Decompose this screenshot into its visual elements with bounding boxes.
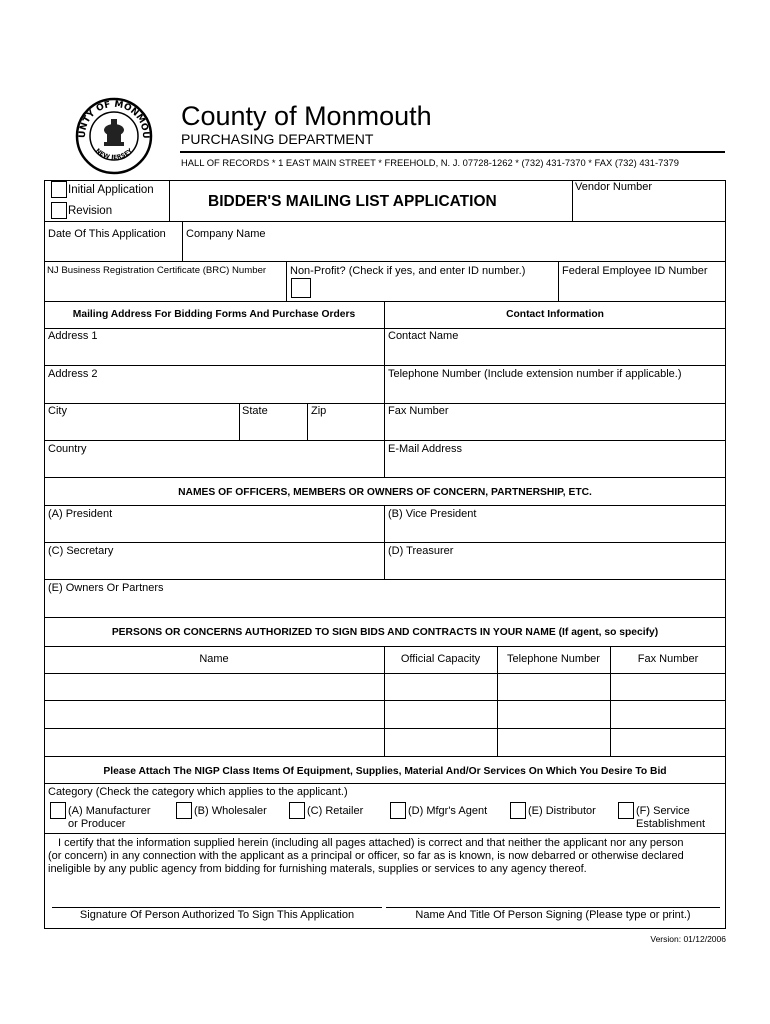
certify-line-2: (or concern) in any connection with the applicant as a principal or officer, so far as is known, is now debarred or otherwise declared	[48, 850, 684, 862]
certify-line-1: I certify that the information supplied herein (including all pages attached) is correct and that neither the applicant nor any person	[58, 837, 684, 849]
telephone-label: Telephone Number (Include extension number if applicable.)	[388, 368, 682, 380]
service-label-2: Establishment	[636, 818, 706, 830]
certify-line-3: ineligible by any public agency from bidding for furnishing materals, supplies or services to any agency thereof.	[48, 863, 587, 875]
state-label: State	[242, 405, 268, 417]
service-label: (F) Service	[636, 805, 690, 817]
email-label: E-Mail Address	[388, 443, 462, 455]
mfgrs-agent-label: (D) Mfgr's Agent	[408, 805, 488, 817]
col-name: Name	[199, 653, 229, 665]
nonprofit-checkbox[interactable]	[291, 278, 311, 298]
revision-checkbox[interactable]	[51, 202, 67, 219]
fax-label: Fax Number	[388, 405, 449, 417]
retailer-label: (C) Retailer	[307, 805, 364, 817]
name-title-label: Name And Title Of Person Signing (Please type or print.)	[415, 909, 691, 921]
initial-application-label: Initial Application	[68, 184, 154, 196]
officers-header: NAMES OF OFFICERS, MEMBERS OR OWNERS OF CONCERN, PARTNERSHIP, ETC.	[178, 487, 592, 498]
company-name-label: Company Name	[186, 228, 266, 240]
secretary-label: (C) Secretary	[48, 545, 114, 557]
distributor-label: (E) Distributor	[528, 805, 596, 817]
initial-application-checkbox[interactable]	[51, 181, 67, 198]
brc-label: NJ Business Registration Certificate (BRC) Number	[47, 265, 267, 276]
nigp-header: Please Attach The NIGP Class Items Of Equipment, Supplies, Material And/Or Services On Which You Desire To Bid	[103, 766, 667, 777]
manufacturer-checkbox[interactable]	[50, 802, 66, 819]
city-label: City	[48, 405, 67, 417]
fein-label: Federal Employee ID Number	[562, 265, 708, 277]
contact-info-header: Contact Information	[506, 309, 604, 320]
owners-label: (E) Owners Or Partners	[48, 582, 164, 594]
manufacturer-label: (A) Manufacturer	[68, 805, 151, 817]
date-field[interactable]	[45, 241, 181, 260]
mfgrs-agent-checkbox[interactable]	[390, 802, 406, 819]
department-name: PURCHASING DEPARTMENT	[181, 131, 374, 147]
nonprofit-label: Non-Profit? (Check if yes, and enter ID number.)	[290, 265, 526, 277]
wholesaler-checkbox[interactable]	[176, 802, 192, 819]
wholesaler-label: (B) Wholesaler	[194, 805, 267, 817]
zip-label: Zip	[311, 405, 327, 417]
retailer-checkbox[interactable]	[289, 802, 305, 819]
signature-field[interactable]	[52, 880, 382, 907]
col-fax: Fax Number	[637, 653, 699, 665]
manufacturer-label-2: or Producer	[68, 818, 126, 830]
page-title: County of Monmouth	[181, 101, 432, 131]
president-label: (A) President	[48, 508, 113, 520]
county-seal	[74, 97, 154, 175]
seal-text-top: UNTY OF MONMOU	[77, 99, 151, 139]
department-address: HALL OF RECORDS * 1 EAST MAIN STREET * FREEHOLD, N. J. 07728-1262 * (732) 431-7370 * FAX (732) 431-7379	[181, 157, 679, 168]
company-name-field[interactable]	[183, 241, 725, 260]
address2-label: Address 2	[48, 368, 98, 380]
vice-president-label: (B) Vice President	[388, 508, 477, 520]
name-title-field[interactable]	[386, 880, 720, 907]
signature-label: Signature Of Person Authorized To Sign This Application	[79, 909, 355, 921]
treasurer-label: (D) Treasurer	[388, 545, 454, 557]
distributor-checkbox[interactable]	[510, 802, 526, 819]
vendor-number-field[interactable]	[573, 194, 725, 220]
category-label: Category (Check the category which applies to the applicant.)	[48, 786, 348, 798]
col-telephone: Telephone Number	[507, 653, 600, 665]
mailing-address-header: Mailing Address For Bidding Forms And Purchase Orders	[72, 309, 356, 320]
authorized-header: PERSONS OR CONCERNS AUTHORIZED TO SIGN BIDS AND CONTRACTS IN YOUR NAME (If agent, so specify)	[111, 627, 659, 638]
date-label: Date Of This Application	[48, 228, 166, 240]
svg-text:NEW JERSEY	[94, 147, 134, 161]
revision-label: Revision	[68, 205, 113, 217]
version-label: Version: 01/12/2006	[650, 934, 726, 944]
col-official-capacity: Official Capacity	[400, 653, 481, 665]
service-checkbox[interactable]	[618, 802, 634, 819]
vendor-number-label: Vendor Number	[575, 181, 653, 193]
address1-label: Address 1	[48, 330, 98, 342]
country-label: Country	[48, 443, 87, 455]
form-title: BIDDER'S MAILING LIST APPLICATION	[208, 193, 497, 210]
seal-text-bottom: NEW JERSEY	[94, 147, 134, 162]
contact-name-label: Contact Name	[388, 330, 459, 342]
